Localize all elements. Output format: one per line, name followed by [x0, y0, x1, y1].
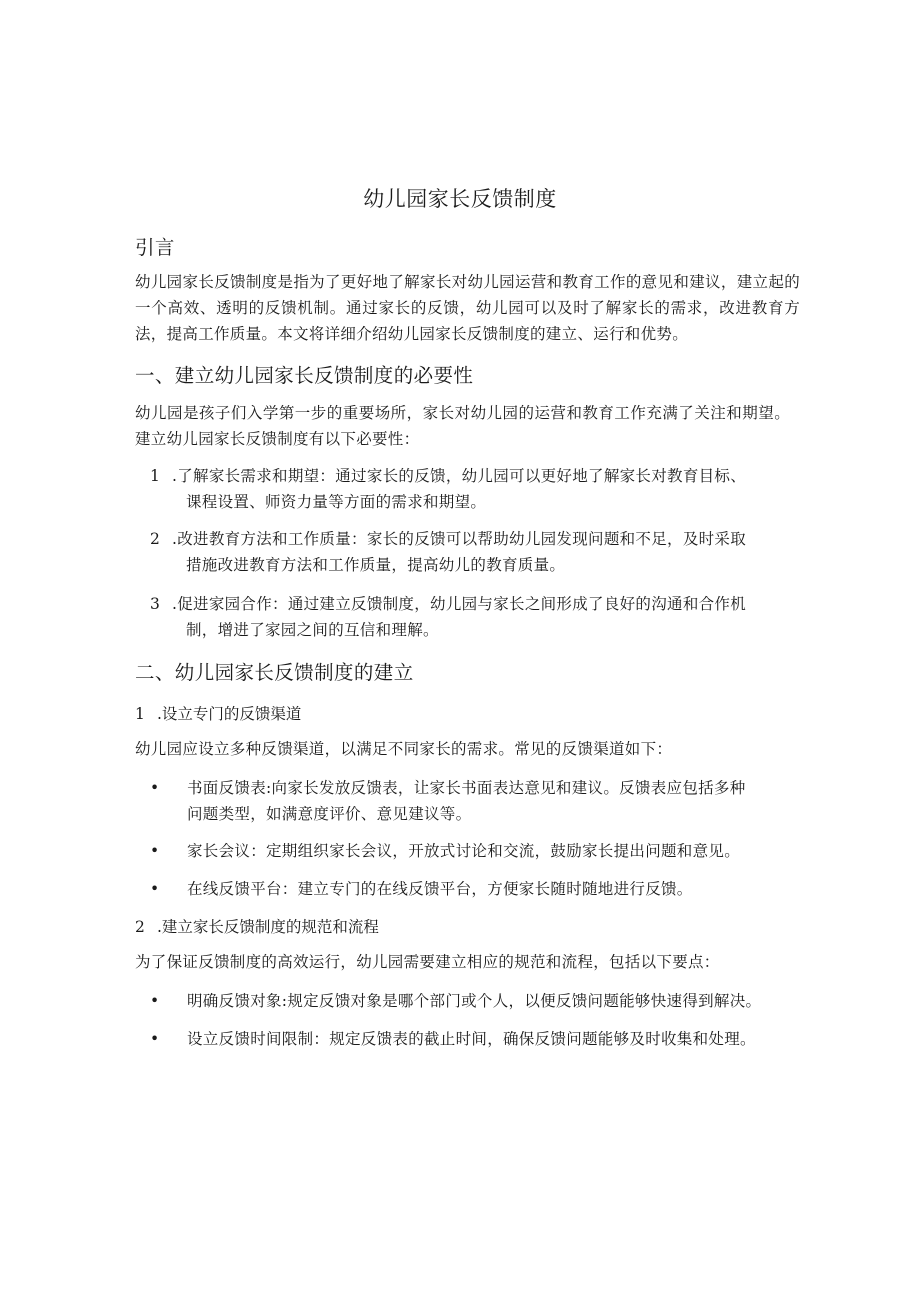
subsection2-label: .建立家长反馈制度的规范和流程	[157, 918, 379, 936]
bullet-icon: •	[150, 880, 160, 898]
section2-heading: 二、幼儿园家长反馈制度的建立	[135, 661, 414, 684]
bullet-text: 设立反馈时间限制：规定反馈表的截止时间，确保反馈问题能够及时收集和处理。	[187, 1030, 756, 1048]
bullet-text: 书面反馈表:向家长发放反馈表，让家长书面表达意见和建议。反馈表应包括多种	[187, 779, 746, 797]
intro-heading: 引言	[135, 236, 175, 259]
subsection1-title	[135, 703, 301, 725]
list-item-text-continued: 措施改进教育方法和工作质量，提高幼儿的教育质量。	[186, 556, 566, 574]
list-item-text: .了解家长需求和期望：通过家长的反馈，幼儿园可以更好地了解家长对教育目标、	[172, 467, 747, 485]
subsection1-number: 1	[135, 705, 145, 723]
list-item	[150, 591, 800, 643]
bullet-text: 明确反馈对象:规定反馈对象是哪个部门或个人，以便反馈问题能够快速得到解决。	[187, 992, 762, 1010]
list-item-number: 2	[150, 530, 160, 548]
section1-paragraph: 幼儿园是孩子们入学第一步的重要场所，家长对幼儿园的运营和教育工作充满了关注和期望。建立幼儿园家长反馈制度有以下必要性：	[135, 404, 790, 448]
list-item-text-continued: 课程设置、师资力量等方面的需求和期望。	[186, 493, 487, 511]
bullet-item	[150, 988, 810, 1014]
section1-heading: 一、建立幼儿园家长反馈制度的必要性	[135, 364, 474, 387]
list-item-number: 3	[150, 595, 160, 613]
list-item-text-continued: 制，增进了家园之间的互信和理解。	[186, 621, 439, 639]
bullet-item	[150, 838, 810, 864]
bullet-icon: •	[150, 842, 160, 860]
document-title: 幼儿园家长反馈制度	[363, 187, 557, 211]
bullet-icon: •	[150, 1030, 160, 1048]
bullet-text: 家长会议：定期组织家长会议，开放式讨论和交流，鼓励家长提出问题和意见。	[187, 842, 741, 860]
bullet-text: 在线反馈平台：建立专门的在线反馈平台，方便家长随时随地进行反馈。	[187, 880, 693, 898]
subsection1-label: .设立专门的反馈渠道	[157, 705, 302, 723]
bullet-icon: •	[150, 992, 160, 1010]
subsection2-title	[135, 916, 379, 938]
bullet-item	[150, 775, 810, 827]
list-item	[150, 526, 800, 578]
subsection1-paragraph: 幼儿园应设立多种反馈渠道，以满足不同家长的需求。常见的反馈渠道如下：	[135, 740, 673, 758]
list-item	[150, 463, 800, 515]
bullet-item	[150, 1026, 810, 1052]
bullet-item	[150, 876, 810, 902]
bullet-icon: •	[150, 779, 160, 797]
list-item-number: 1	[150, 467, 160, 485]
subsection2-paragraph: 为了保证反馈制度的高效运行，幼儿园需要建立相应的规范和流程，包括以下要点：	[135, 953, 720, 971]
bullet-text-continued: 问题类型，如满意度评价、意见建议等。	[187, 805, 472, 823]
list-item-text: .促进家园合作：通过建立反馈制度，幼儿园与家长之间形成了良好的沟通和合作机	[172, 595, 747, 613]
subsection2-number: 2	[135, 918, 145, 936]
intro-paragraph: 幼儿园家长反馈制度是指为了更好地了解家长对幼儿园运营和教育工作的意见和建议，建立起的一个高效、透明的反馈机制。通过家长的反馈，幼儿园可以及时了解家长的需求，改进教育方法，提高工作质量。本文将详细介绍幼儿园家长反馈制度的建立、运行和优势。	[135, 273, 800, 343]
list-item-text: .改进教育方法和工作质量：家长的反馈可以帮助幼儿园发现问题和不足，及时采取	[172, 530, 747, 548]
